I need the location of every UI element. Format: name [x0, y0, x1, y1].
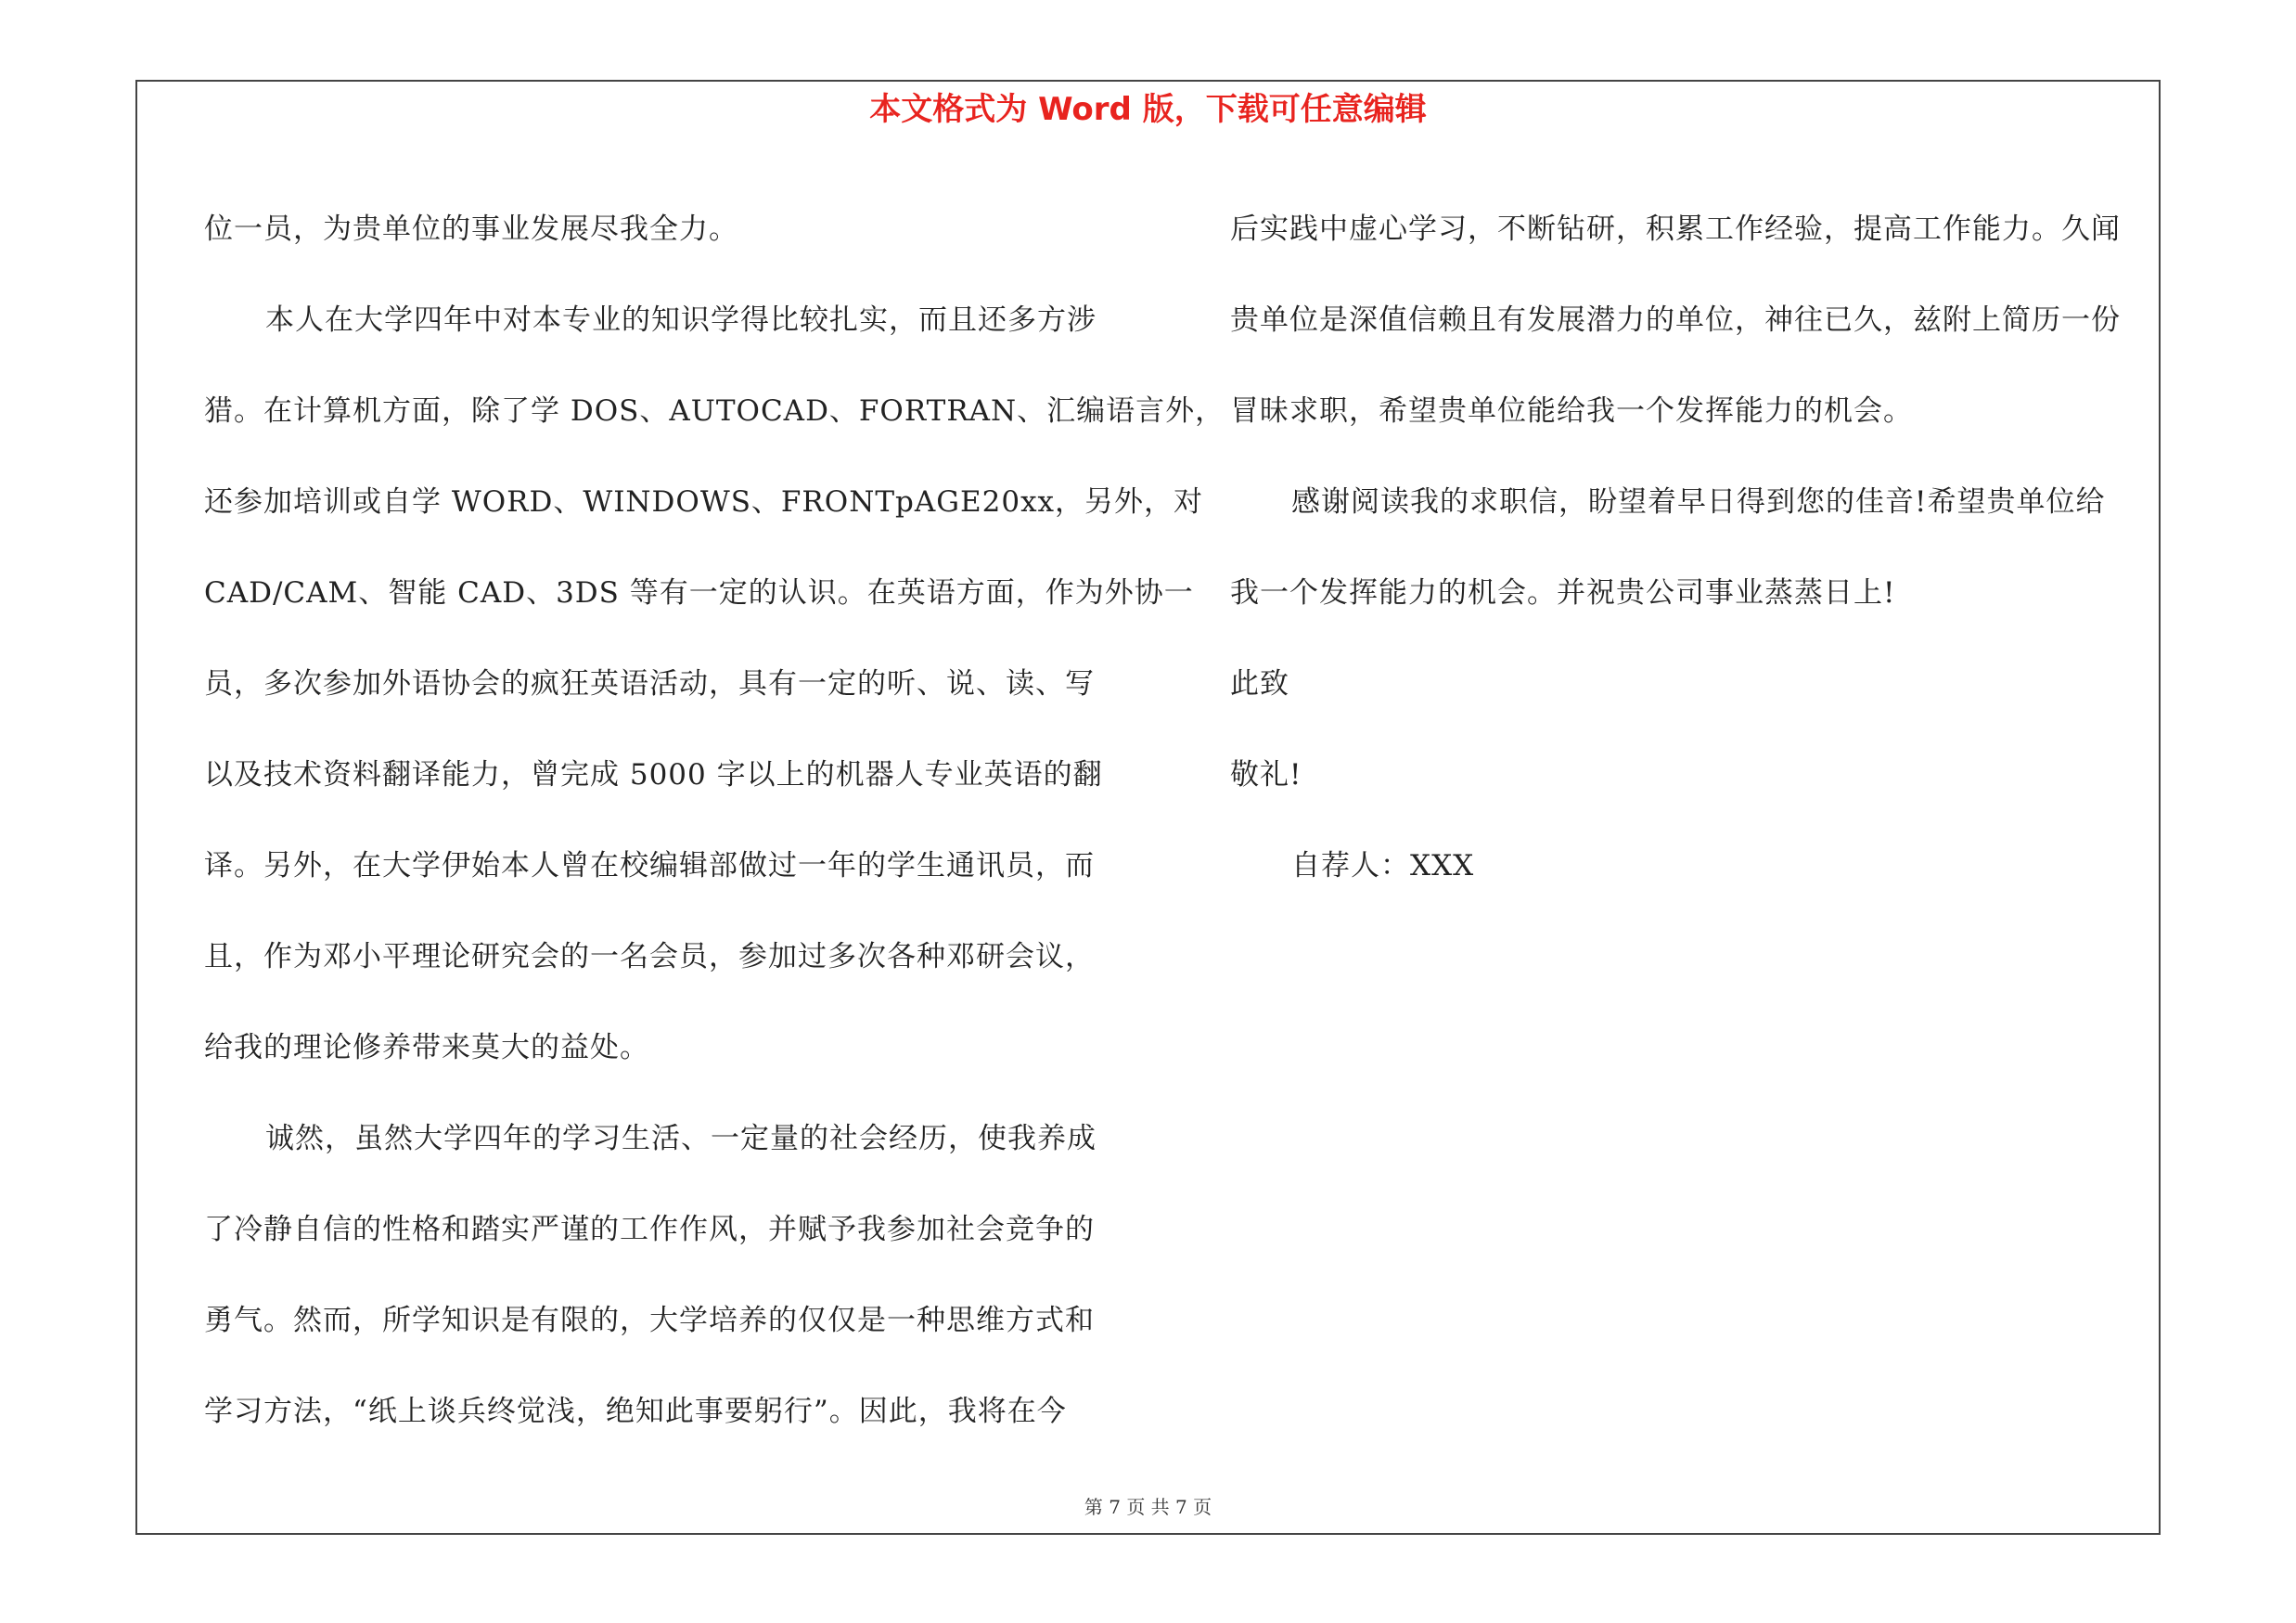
text-line: 敬礼! — [1230, 758, 1302, 792]
text-line: 给我的理论修养带来莫大的益处。 — [204, 1031, 649, 1064]
right-text-column — [1230, 184, 2167, 911]
text-line: 学习方法，“纸上谈兵终觉浅，绝知此事要躬行”。因此，我将在今 — [204, 1395, 1067, 1428]
text-line: 位一员，为贵单位的事业发展尽我全力。 — [204, 213, 738, 246]
text-line: 还参加培训或自学 WORD、WINDOWS、FRONTpAGE20xx，另外，对 — [204, 485, 1204, 519]
text-line: 本人在大学四年中对本专业的知识学得比较扎实，而且还多方涉 — [265, 303, 1097, 337]
text-line: 且，作为邓小平理论研究会的一名会员，参加过多次各种邓研会议， — [204, 940, 1095, 973]
text-line: 员，多次参加外语协会的疯狂英语活动，具有一定的听、说、读、写 — [204, 667, 1095, 701]
text-line: 了冷静自信的性格和踏实严谨的工作作风，并赋予我参加社会竞争的 — [204, 1213, 1095, 1246]
text-line: 我一个发挥能力的机会。并祝贵公司事业蒸蒸日上! — [1230, 576, 1896, 610]
text-line: 译。另外，在大学伊始本人曾在校编辑部做过一年的学生通讯员，而 — [204, 849, 1095, 882]
format-banner: 本文格式为 Word 版，下载可任意编辑 — [869, 91, 1427, 128]
text-line: 勇气。然而，所学知识是有限的，大学培养的仅仅是一种思维方式和 — [204, 1304, 1095, 1337]
text-line: 冒昧求职，希望贵单位能给我一个发挥能力的机会。 — [1230, 394, 1913, 428]
text-line: 自荐人：XXX — [1291, 849, 1475, 882]
text-line: CAD/CAM、智能 CAD、3DS 等有一定的认识。在英语方面，作为外协一 — [204, 576, 1194, 610]
left-text-column — [204, 184, 1225, 1457]
text-line: 诚然，虽然大学四年的学习生活、一定量的社会经历，使我养成 — [265, 1122, 1097, 1155]
page-number-footer: 第 7 页 共 7 页 — [1084, 1496, 1212, 1518]
text-line: 此致 — [1230, 667, 1289, 701]
text-line: 以及技术资料翻译能力，曾完成 5000 字以上的机器人专业英语的翻 — [204, 758, 1103, 792]
text-line: 后实践中虚心学习，不断钻研，积累工作经验，提高工作能力。久闻 — [1230, 213, 2121, 246]
text-line: 贵单位是深值信赖且有发展潜力的单位，神往已久，兹附上简历一份 — [1230, 303, 2121, 337]
text-line: 猎。在计算机方面，除了学 DOS、AUTOCAD、FORTRAN、汇编语言外， — [204, 394, 1225, 428]
text-line: 感谢阅读我的求职信，盼望着早日得到您的佳音!希望贵单位给 — [1291, 485, 2106, 519]
